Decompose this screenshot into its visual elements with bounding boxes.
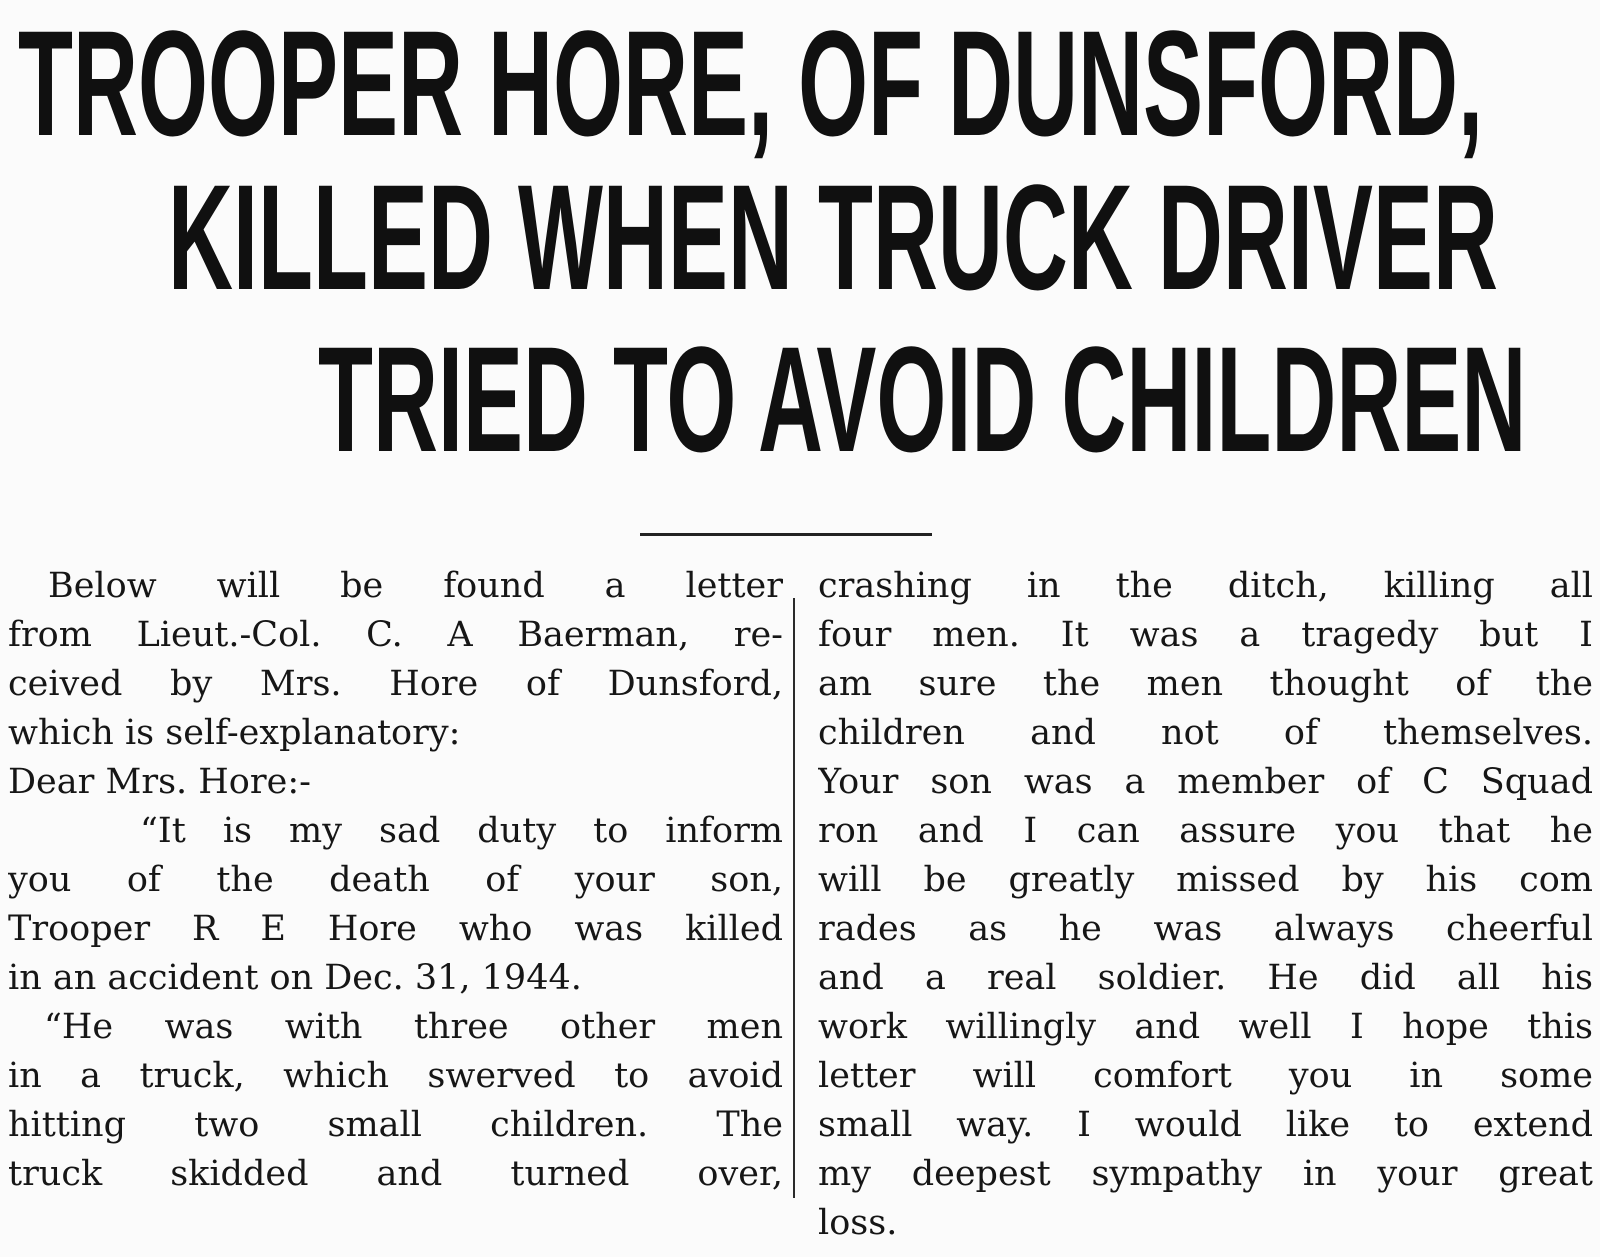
salutation: Dear Mrs. Hore:- [8, 762, 311, 802]
article-line: children and not of themselves. [818, 713, 1593, 753]
article-line: my deepest sympathy in your great [818, 1154, 1593, 1194]
article-line: letter will comfort you in some [818, 1056, 1593, 1096]
article-line: hitting two small children. The [8, 1105, 783, 1145]
article-line: which is self-explanatory: [8, 713, 461, 753]
article-line: am sure the men thought of the [818, 664, 1593, 704]
article-line: and a real soldier. He did all his [818, 958, 1593, 998]
article-line: rades as he was always cheerful [818, 909, 1593, 949]
article-line: in a truck, which swerved to avoid [8, 1056, 783, 1096]
article-line: ceived by Mrs. Hore of Dunsford, [8, 664, 783, 704]
article-column-left [8, 562, 783, 1252]
article-line: in an accident on Dec. 31, 1944. [8, 958, 582, 998]
article-line: crashing in the ditch, killing all [818, 566, 1593, 606]
headline-line-1: TROOPER HORE, OF DUNSFORD, [18, 0, 1484, 167]
article-line: Below will be found a letter [48, 566, 783, 606]
article-line: “It is my sad duty to inform [140, 811, 783, 851]
article-line: ron and I can assure you that he [818, 811, 1593, 851]
article-line: work willingly and well I hope this [818, 1007, 1593, 1047]
article-line: truck skidded and turned over, [8, 1154, 783, 1194]
article-line: small way. I would like to extend [818, 1105, 1593, 1145]
headline-divider-rule [640, 533, 932, 536]
article-line: will be greatly missed by his com [818, 860, 1593, 900]
article-column-right [818, 562, 1593, 1252]
article-line: Your son was a member of C Squad [818, 762, 1593, 802]
article-line: loss. [818, 1203, 898, 1243]
article-line: four men. It was a tragedy but I [818, 615, 1593, 655]
headline-line-3: TRIED TO AVOID CHILDREN [318, 315, 1527, 483]
article-line: you of the death of your son, [8, 860, 783, 900]
article-line: from Lieut.-Col. C. A Baerman, re- [8, 615, 783, 655]
headline-line-2: KILLED WHEN TRUCK DRIVER [168, 153, 1498, 321]
column-divider-rule [793, 598, 795, 1198]
article-line: “He was with three other men [44, 1007, 783, 1047]
article-line: Trooper R E Hore who was killed [8, 909, 783, 949]
